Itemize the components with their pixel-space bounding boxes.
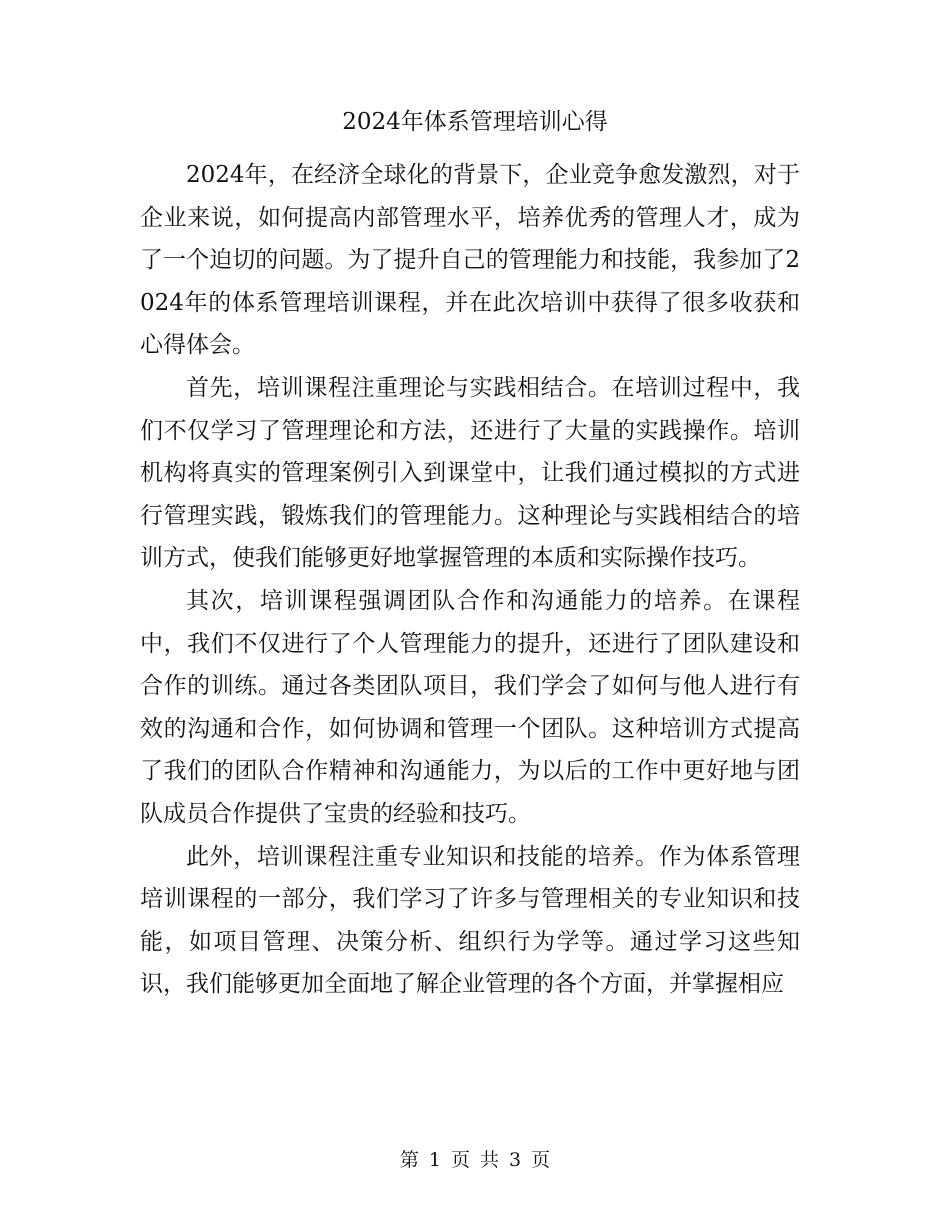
page-number-footer: 第 1 页 共 3 页: [399, 1149, 551, 1171]
document-body: [140, 154, 800, 1006]
document-title: 2024年体系管理培训心得: [342, 109, 608, 135]
paragraph-professional-skills: 此外，培训课程注重专业知识和技能的培养。作为体系管理培训课程的一部分，我们学习了许多与管理相关的专业知识和技能，如项目管理、决策分析、组织行为学等。通过学习这些知识，我们能够更加全面地了解企业管理的各个方面，并掌握相应: [140, 843, 800, 998]
paragraph-intro: 2024年，在经济全球化的背景下，企业竞争愈发激烈，对于企业来说，如何提高内部管理水平，培养优秀的管理人才，成为了一个迫切的问题。为了提升自己的管理能力和技能，我参加了2024年的体系管理培训课程，并在此次培训中获得了很多收获和心得体会。: [140, 162, 800, 359]
paragraph-theory-practice: 首先，培训课程注重理论与实践相结合。在培训过程中，我们不仅学习了管理理论和方法，还进行了大量的实践操作。培训机构将真实的管理案例引入到课堂中，让我们通过模拟的方式进行管理实践，锻炼我们的管理能力。这种理论与实践相结合的培训方式，使我们能够更好地掌握管理的本质和实际操作技巧。: [140, 374, 800, 572]
paragraph-teamwork: 其次，培训课程强调团队合作和沟通能力的培养。在课程中，我们不仅进行了个人管理能力的提升，还进行了团队建设和合作的训练。通过各类团队项目，我们学会了如何与他人进行有效的沟通和合作，如何协调和管理一个团队。这种培训方式提高了我们的团队合作精神和沟通能力，为以后的工作中更好地与团队成员合作提供了宝贵的经验和技巧。: [140, 587, 800, 827]
